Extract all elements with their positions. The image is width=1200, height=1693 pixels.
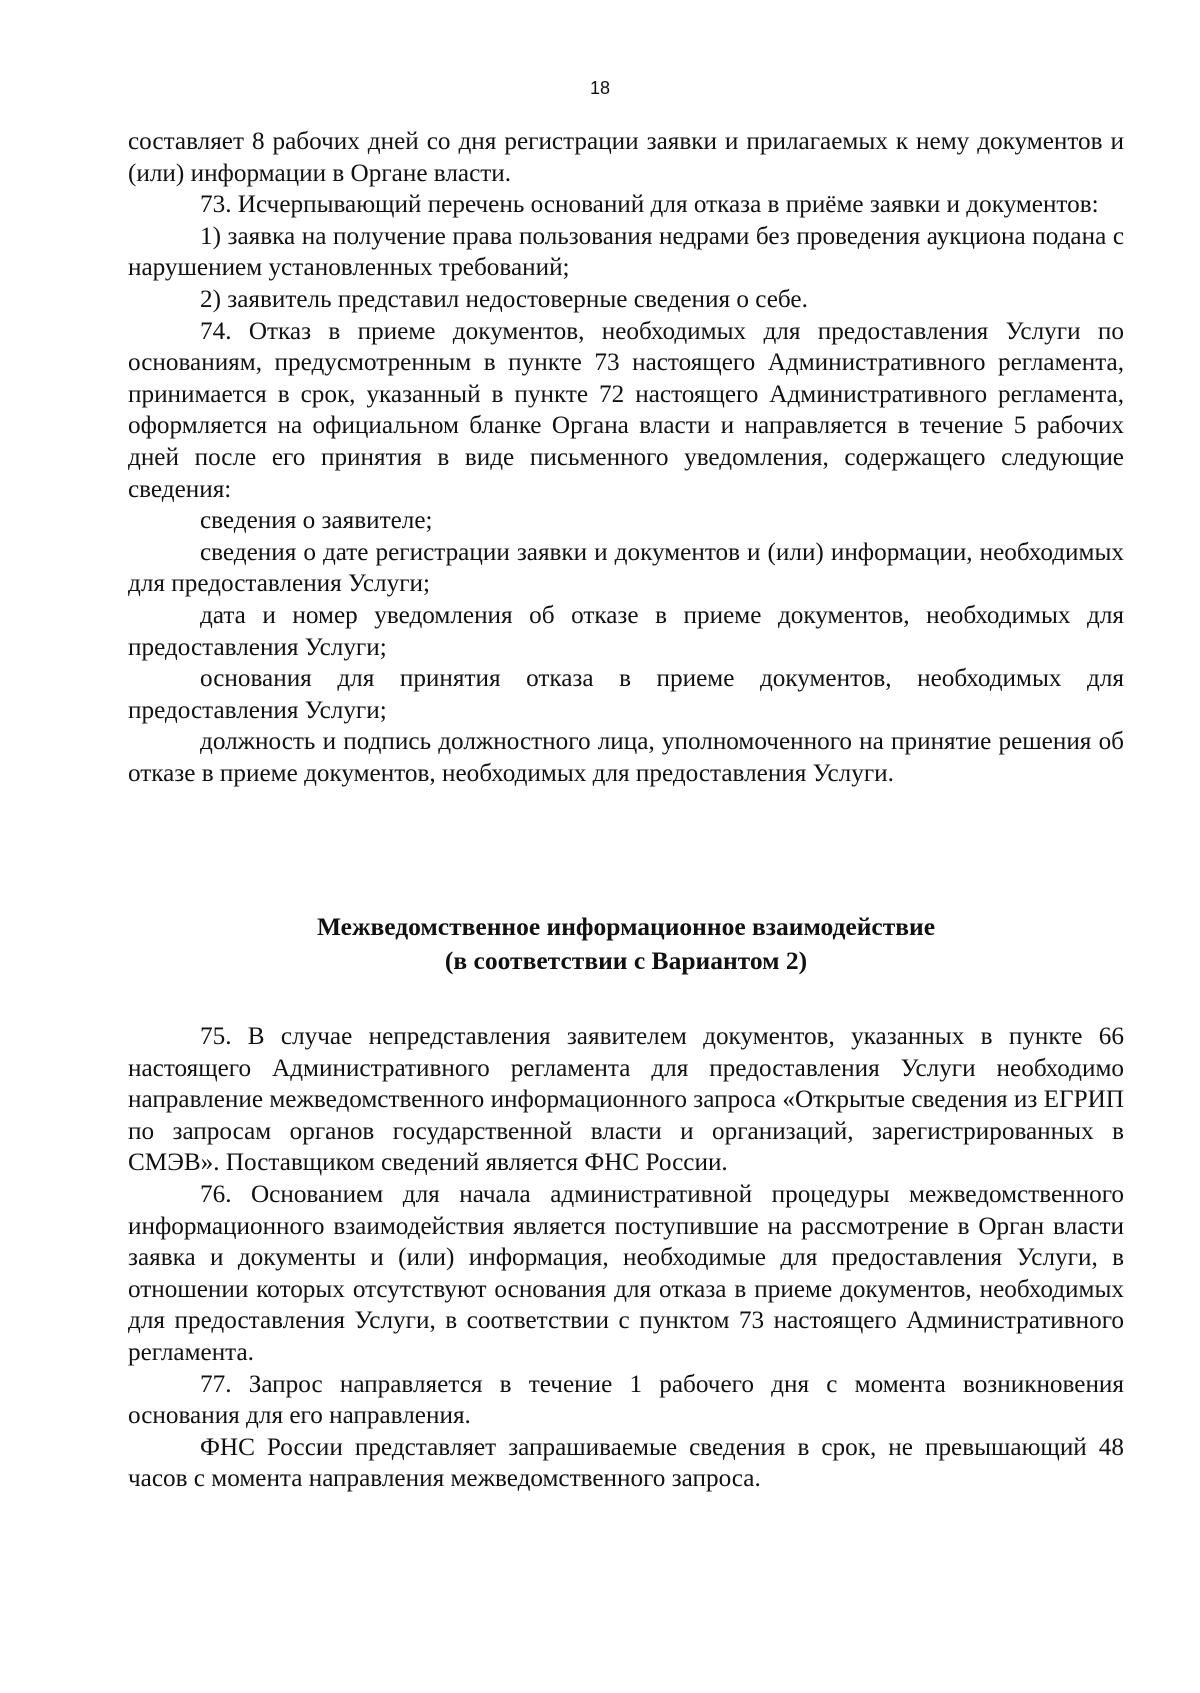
paragraph: основания для принятия отказа в приеме документов, необходимых для предоставления Услуги; (128, 665, 1124, 724)
paragraph: 73. Исчерпывающий перечень оснований для отказа в приёме заявки и документов: (200, 191, 1099, 219)
paragraph: сведения о дате регистрации заявки и документов и (или) информации, необходимых для предоставления Услуги; (128, 538, 1124, 598)
paragraph: 75. В случае непредставления заявителем документов, указанных в пункте 66 настоящего Административного регламента для предоставления Услуги необходимо направление межведомственного информационного запроса «Открытые сведения из ЕГРИП по запросам органов государственной власти и организаций, зарегистрированных в СМЭВ». Поставщиком сведений является ФНС России. (128, 1023, 1124, 1177)
paragraph: 74. Отказ в приеме документов, необходимых для предоставления Услуги по основаниям, предусмотренным в пункте 73 настоящего Административного регламента, принимается в срок, указанный в пункте 72 настоящего Административного регламента, оформляется на официальном бланке Органа власти и направляется в течение 5 рабочих дней после его принятия в виде письменного уведомления, содержащего следующие сведения: (128, 317, 1124, 503)
paragraph: сведения о заявителе; (200, 507, 433, 535)
paragraph: 2) заявитель представил недостоверные сведения о себе. (200, 285, 808, 313)
paragraph: ФНС России представляет запрашиваемые сведения в срок, не превышающий 48 часов с момента направления межведомственного запроса. (128, 1433, 1124, 1493)
paragraph: 1) заявка на получение права пользования недрами без проведения аукциона подана с нарушением установленных требований; (128, 222, 1124, 282)
paragraph: должность и подпись должностного лица, уполномоченного на принятие решения об отказе в приеме документов, необходимых для предоставления Услуги. (128, 728, 1124, 787)
paragraph: 77. Запрос направляется в течение 1 рабочего дня с момента возникновения основания для его направления. (128, 1370, 1124, 1430)
paragraph: 76. Основанием для начала административной процедуры межведомственного информационного взаимодействия является поступившие на рассмотрение в Орган власти заявка и документы и (или) информация, необходимые для предоставления Услуги, в отношении которых отсутствуют основания для отказа в приеме документов, необходимых для предоставления Услуги, в соответствии с пунктом 73 настоящего Административного регламента. (128, 1180, 1124, 1366)
section-heading-line2: (в соответствии с Вариантом 2) (444, 946, 808, 975)
text-block-bottom (128, 1021, 1124, 1495)
page-number: 18 (589, 78, 611, 98)
paragraph: составляет 8 рабочих дней со дня регистрации заявки и прилагаемых к нему документов и (или) информации в Органе власти. (128, 128, 1124, 187)
section-heading (128, 910, 1124, 978)
text-block-top (128, 126, 1124, 789)
paragraph: дата и номер уведомления об отказе в приеме документов, необходимых для предоставления Услуги; (128, 601, 1124, 661)
section-heading-line1: Межведомственное информационное взаимодействие (316, 912, 936, 941)
